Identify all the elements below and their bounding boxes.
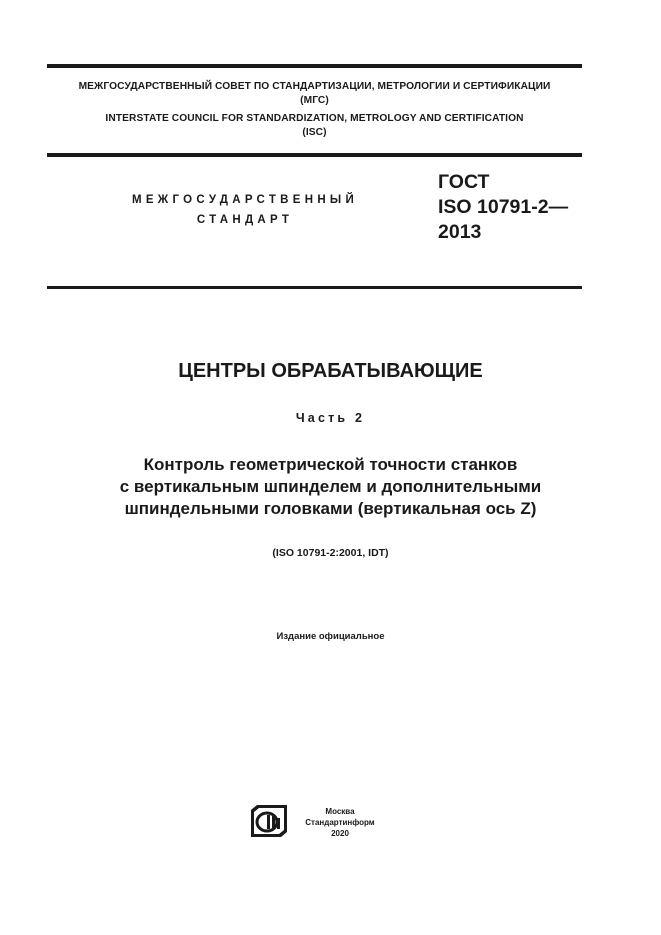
council-name-ru-line1: МЕЖГОСУДАРСТВЕННЫЙ СОВЕТ ПО СТАНДАРТИЗАЦИИ, МЕТРОЛОГИИ И СЕРТИФИКАЦИИ — [78, 81, 551, 92]
council-abbr-en: (ISC) — [302, 127, 327, 138]
council-name-en-line1: INTERSTATE COUNCIL FOR STANDARDIZATION, METROLOGY AND CERTIFICATION — [105, 113, 524, 124]
middle-rule — [47, 153, 582, 157]
council-name-ru — [47, 80, 582, 108]
document-title: ЦЕНТРЫ ОБРАБАТЫВАЮЩИЕ — [178, 360, 483, 382]
edition-note: Издание официальное — [276, 631, 385, 642]
lower-rule — [47, 286, 582, 289]
gost-code-line3: 2013 — [438, 221, 482, 243]
publisher-block — [300, 806, 380, 839]
top-rule — [47, 64, 582, 68]
publisher-city: Москва — [325, 807, 355, 816]
document-subtitle — [0, 454, 661, 520]
iso-reference: (ISO 10791-2:2001, IDT) — [272, 547, 389, 559]
gost-code-line1: ГОСТ — [438, 171, 490, 193]
part-number: Часть 2 — [295, 411, 366, 425]
gost-designation — [438, 170, 568, 245]
standartinform-logo-icon — [249, 804, 289, 838]
subtitle-line1: Контроль геометрической точности станков — [143, 455, 518, 474]
subtitle-line2: с вертикальным шпинделем и дополнительными — [119, 477, 542, 496]
standard-kind-line1: МЕЖГОСУДАРСТВЕННЫЙ — [131, 194, 359, 206]
publisher-name: Стандартинформ — [305, 818, 375, 827]
council-abbr-ru: (МГС) — [300, 95, 329, 106]
standard-kind-line2: СТАНДАРТ — [196, 214, 294, 226]
publisher-year: 2020 — [331, 829, 349, 838]
subtitle-line3: шпиндельными головками (вертикальная ось Z) — [124, 499, 537, 518]
gost-code-line2: ISO 10791-2— — [438, 196, 569, 218]
council-name-en — [47, 112, 582, 140]
